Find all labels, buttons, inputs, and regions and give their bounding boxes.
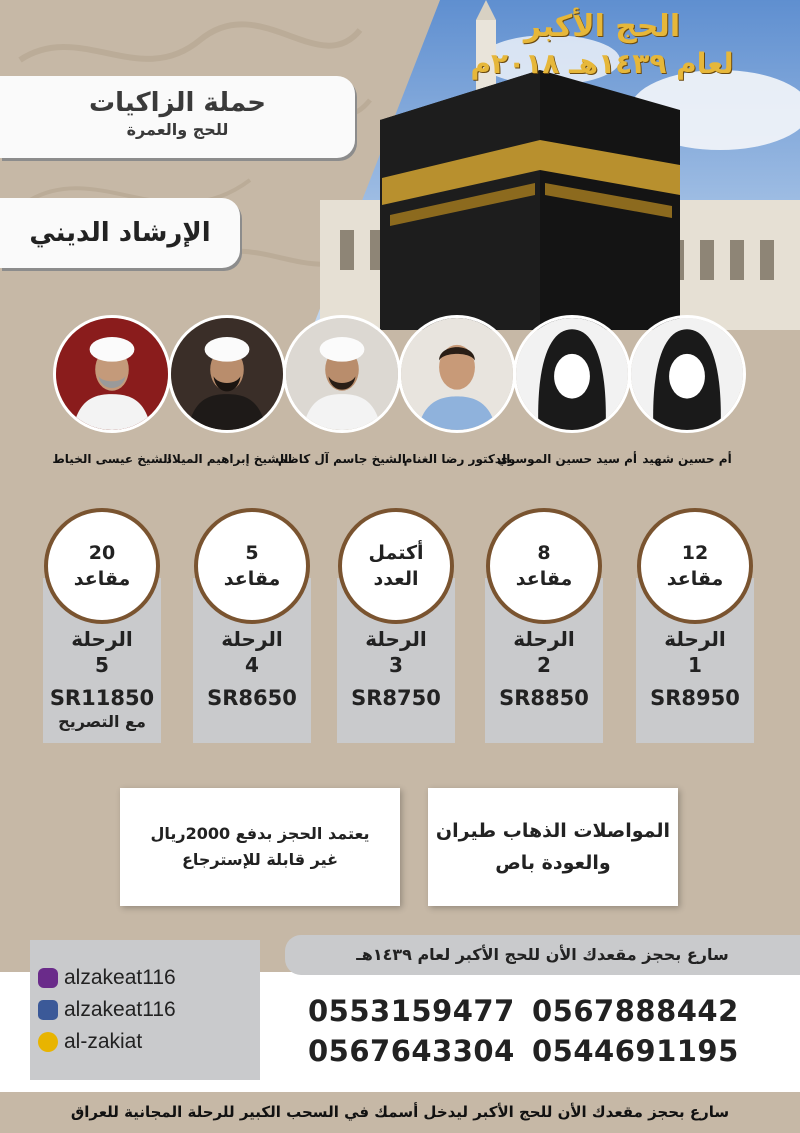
booking-banner: سارع بحجز مقعدك الأن للحج الأكبر لعام ١٤٣٩هـ [285,935,800,975]
trip-label: الرحلة [365,627,427,651]
hajj-title [432,8,772,82]
trip-label: الرحلة [513,627,575,651]
seats-label: العدد [373,568,419,590]
seats-badge [637,508,753,624]
phone-number[interactable]: 0567643304 [308,1034,515,1068]
trip-number: 1 [688,653,702,677]
trip-label: الرحلة [221,627,283,651]
seats-count: 8 [537,542,551,564]
person-name: الشيخ عيسى الخياط [52,452,172,466]
trip-price: SR8850 [499,686,589,710]
trip-price: SR11850 [49,686,155,710]
instagram-icon [38,968,58,988]
seats-badge [194,508,310,624]
campaign-subtitle: للحج والعمرة [126,120,229,139]
person-name: الشيخ إبراهيم الميلاد [165,452,289,466]
trip-label: الرحلة [71,627,133,651]
phone-number[interactable]: 0544691195 [532,1034,739,1068]
facebook-icon [38,1000,58,1020]
sheikh-photo [53,315,171,433]
transport-line2: والعودة باص [495,852,611,874]
guidance-title: الإرشاد الديني [29,218,211,248]
hajj-title-line1: الحج الأكبر [523,9,681,44]
seats-label: مقاعد [73,568,131,590]
campaign-box [0,76,355,158]
seats-label: مقاعد [515,568,573,590]
trip-number: 3 [389,653,403,677]
person-name: أم حسين شهيد [642,452,732,466]
trip-note: مع التصريح [58,712,146,731]
instagram-handle: alzakeat116 [64,966,176,989]
footer-text: سارع بحجز مقعدك الأن للحج الأكبر ليدخل أسمك في السحب الكبير للرحلة المجانية للعراق [0,1095,800,1133]
campaign-name: حملة الزاكيات [89,88,266,118]
sheikh-photo [283,315,401,433]
person-name: الدكتور رضا الغنام [403,452,511,466]
snapchat-handle: al-zakiat [64,1030,143,1053]
trip-number: 5 [95,653,109,677]
seats-badge [44,508,160,624]
seats-count: أكتمل [368,542,424,564]
deposit-line2: غير قابلة للإسترجاع [181,850,339,869]
social-box [30,940,260,1080]
veiled-woman-icon [628,315,746,433]
social-row-instagram[interactable] [38,966,176,990]
trip-price: SR8750 [351,686,441,710]
facebook-handle: alzakeat116 [64,998,176,1021]
guidance-box [0,198,240,268]
seats-count: 20 [88,542,116,564]
seats-count: 5 [245,542,259,564]
seats-badge [338,508,454,624]
trip-number: 4 [245,653,259,677]
person-name: أم سيد حسين الموسوي [496,452,637,466]
social-row-facebook[interactable] [38,998,176,1022]
transport-info [428,788,678,906]
trip-label: الرحلة [664,627,726,651]
trip-price: SR8650 [207,686,297,710]
sheikh-photo [168,315,286,433]
deposit-line1: يعتمد الحجز بدفع 2000ريال [150,824,370,843]
seats-label: مقاعد [666,568,724,590]
seats-label: مقاعد [223,568,281,590]
deposit-info [120,788,400,906]
seats-badge [486,508,602,624]
phone-number[interactable]: 0567888442 [532,994,739,1028]
hajj-title-line2: لعام ١٤٣٩هـ ٢٠١٨م [470,47,734,80]
seats-count: 12 [681,542,709,564]
trip-number: 2 [537,653,551,677]
phone-number[interactable]: 0553159477 [308,994,515,1028]
trip-price: SR8950 [650,686,740,710]
transport-line1: المواصلات الذهاب طيران [435,820,671,842]
veiled-woman-icon [513,315,631,433]
person-name: الشيخ جاسم آل كاظم [278,452,406,466]
social-row-snapchat[interactable] [38,1030,142,1054]
snapchat-icon [38,1032,58,1052]
man-photo [398,315,516,433]
